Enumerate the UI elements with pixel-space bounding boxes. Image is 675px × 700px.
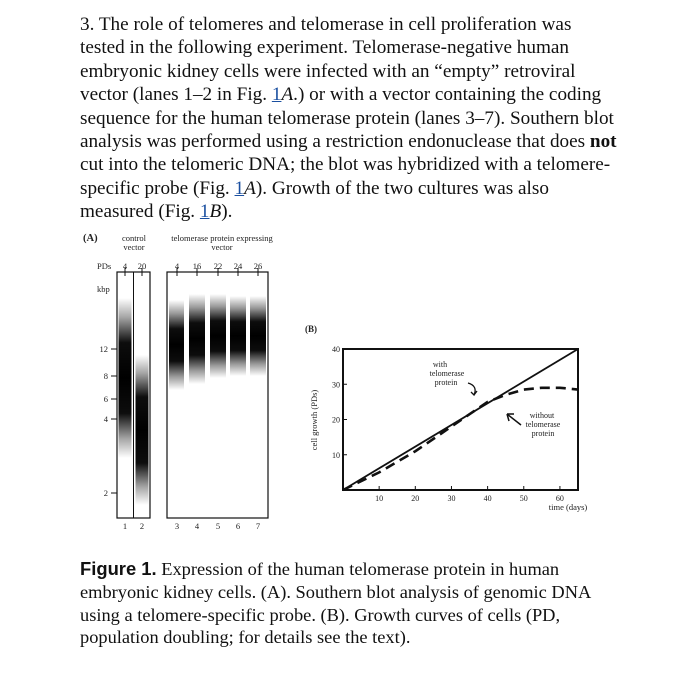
- y-axis-ticks: [332, 345, 347, 460]
- pd-lane-1: 4: [122, 261, 128, 271]
- marker-6: 6: [103, 394, 108, 404]
- caption-label: Figure 1.: [80, 558, 157, 579]
- figure-link-1[interactable]: 1: [271, 84, 282, 106]
- annotation-with-line-3: protein: [434, 378, 458, 387]
- annotation-without-line-3: protein: [531, 429, 555, 438]
- pd-lane-7: 26: [253, 261, 263, 271]
- kbp-label: kbp: [97, 284, 110, 294]
- lane-number-3: 3: [174, 521, 180, 531]
- x-axis-ticks: [375, 486, 564, 503]
- question-italic-a-1: A: [281, 84, 294, 106]
- lane-number-5: 5: [215, 521, 221, 531]
- lane-number-2: 2: [139, 521, 145, 531]
- annotation-with-arrow: [468, 383, 477, 395]
- marker-12: 12: [99, 344, 108, 354]
- annotation-without-telomerase: [507, 411, 561, 438]
- marker-4: 4: [103, 414, 108, 424]
- chart-title: (B): [305, 324, 317, 334]
- x-tick-label-30: 30: [447, 494, 456, 503]
- y-tick-label-30: 30: [332, 380, 340, 390]
- lane-number-6: 6: [235, 521, 241, 531]
- smear-lane-6: [230, 296, 246, 376]
- question-bold-not: not: [589, 131, 617, 153]
- caption-text: Expression of the human telomerase protein in human embryonic kidney cells. (A). Southern blot analysis of genomic DNA using a telomere-specific probe. (B). Growth curves of cells (PD, population doubling; for details see the text).: [80, 559, 591, 648]
- figure-link-2[interactable]: 1: [234, 177, 245, 199]
- pd-lane-6: 24: [233, 261, 243, 271]
- pd-lane-2: 20: [137, 261, 147, 271]
- panel-b-growth-chart: [305, 324, 587, 512]
- question-number: 3.: [80, 14, 95, 35]
- x-tick-label-10: 10: [375, 494, 384, 503]
- annotation-with-telomerase: [430, 360, 477, 395]
- group-telomerase-label-2: vector: [211, 242, 233, 252]
- series-line-without-telomerase: [343, 388, 578, 490]
- question-text-1: The role of telomeres and telomerase in cell proliferation was tested in the following experiment. Telomerase-negative human embryonic kidney cells were infected with an “empty” retroviral vector (lanes 1–2 in Fig.: [80, 14, 576, 106]
- smear-lane-2: [136, 355, 149, 505]
- annotation-without-line-1: without: [529, 411, 555, 420]
- annotation-with-line-1: with: [432, 360, 448, 369]
- y-tick-label-10: 10: [332, 450, 340, 460]
- group-control-label-2: vector: [123, 242, 145, 252]
- pd-lane-3: 4: [174, 261, 180, 271]
- lane-number-1: 1: [122, 521, 128, 531]
- smear-lane-5: [210, 294, 226, 378]
- annotation-without-line-2: telomerase: [525, 420, 561, 429]
- marker-ticks: [111, 349, 117, 493]
- lane-number-7: 7: [255, 521, 261, 531]
- annotation-with-line-2: telomerase: [429, 369, 465, 378]
- smear-lane-7: [250, 296, 266, 376]
- figure-caption: [80, 558, 600, 649]
- smear-lane-1: [119, 298, 132, 458]
- marker-8: 8: [103, 371, 108, 381]
- figure-link-3[interactable]: 1: [199, 201, 210, 223]
- chart-xlabel: time (days): [548, 502, 588, 512]
- question-text-3: cut into the telomeric DNA; the blot was hybridized with a telomere-specific probe (Fig.: [80, 154, 611, 199]
- annotation-without-arrow: [507, 414, 521, 425]
- x-tick-label-50: 50: [519, 494, 528, 503]
- pds-label: PDs: [97, 261, 112, 271]
- marker-2: 2: [103, 488, 108, 498]
- group-control-label: control: [121, 233, 147, 243]
- x-tick-label-40: 40: [483, 494, 492, 503]
- pd-lane-4: 16: [192, 261, 202, 271]
- y-tick-label-40: 40: [332, 345, 340, 354]
- lane-number-4: 4: [194, 521, 200, 531]
- smear-lane-3: [169, 300, 184, 390]
- panel-a-southern-blot: [83, 233, 273, 531]
- question-text-4: ). Growth of the two cultures was also measured (Fig.: [80, 177, 549, 223]
- question-text-5: ).: [221, 201, 233, 223]
- question-italic-b: B: [209, 201, 222, 223]
- y-tick-label-20: 20: [332, 415, 340, 425]
- x-tick-label-60: 60: [555, 494, 564, 503]
- question-italic-a-2: A: [244, 177, 256, 199]
- question-text-2: .) or with a vector containing the coding sequence for the human telomerase protein (lanes 3–7). Southern blot analysis was performed using a restriction endonuclease that does: [80, 84, 614, 153]
- pd-lane-5: 22: [213, 261, 223, 271]
- chart-ylabel: cell growth (PDs): [309, 389, 319, 451]
- x-tick-label-20: 20: [411, 494, 420, 503]
- panel-a-label: (A): [83, 233, 98, 244]
- group-telomerase-label: telomerase protein expressing: [171, 233, 273, 243]
- smear-lane-4: [189, 294, 205, 384]
